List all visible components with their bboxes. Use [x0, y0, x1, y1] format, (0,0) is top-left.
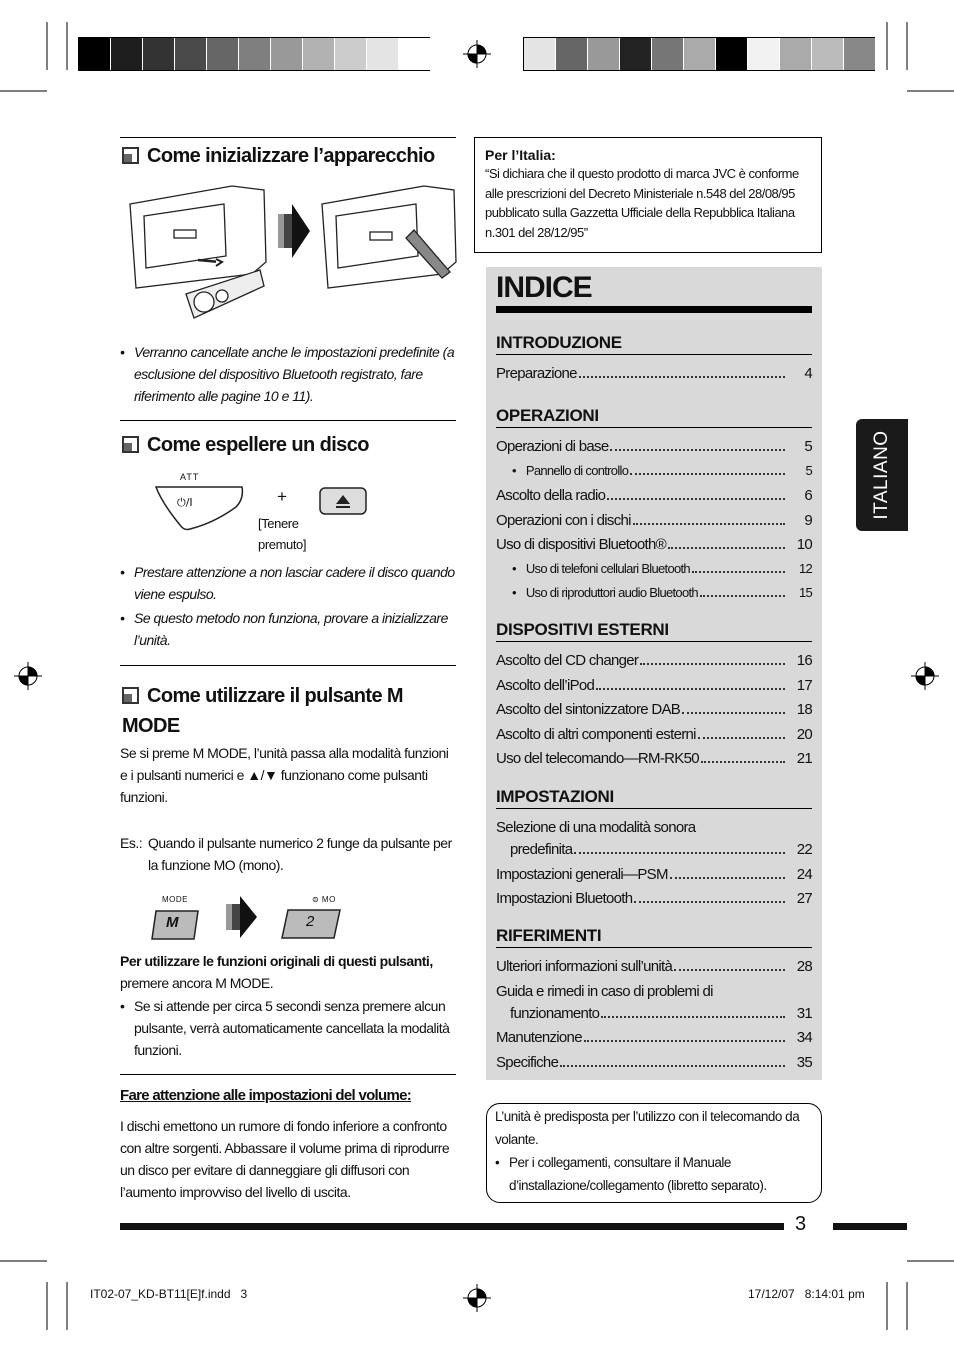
- heading-initialize: Come inizializzare l’apparecchio: [122, 145, 435, 168]
- mode-key-label: M: [166, 914, 179, 931]
- volume-heading: Fare attenzione alle impostazioni del volume:: [120, 1087, 412, 1104]
- page-number: 3: [795, 1213, 807, 1235]
- italia-box-text: “Si dichiara che il questo prodotto di marca JVC è conforme alle prescrizioni del Decreto Ministeriale n.548 del 28/08/95 pubblicato sulla Gazzetta Ufficiale della Repubblica Italiana n.301 del 28/12/95”: [485, 166, 799, 240]
- page-bar-left: [120, 1223, 784, 1230]
- reset-note: • Verranno cancellate anche le impostazioni predefinite (a esclusione del dispositivo Bluetooth registrato, fare riferimento alle pagine 10 e 11).: [120, 341, 456, 407]
- italia-box: [474, 137, 822, 253]
- toc-entry[interactable]: Ascolto della radio 6: [496, 487, 812, 504]
- steering-box: [486, 1103, 822, 1203]
- toc-title-bar: [496, 306, 812, 313]
- registration-target-right: [911, 662, 939, 690]
- example-text: Quando il pulsante numerico 2 funge da pulsante per la funzione MO (mono).: [148, 835, 452, 873]
- toc-title: INDICE: [496, 271, 592, 304]
- toc-entry[interactable]: Specifiche 35: [496, 1053, 812, 1071]
- arrow-right-icon: [224, 892, 260, 942]
- eject-button[interactable]: [318, 486, 368, 516]
- toc-entry[interactable]: Ascolto del sintonizzatore DAB 18: [496, 701, 812, 718]
- toc-entry[interactable]: Operazioni con i dischi 9: [496, 511, 812, 529]
- heading-mmode: Come utilizzare il pulsante M MODE: [122, 685, 403, 737]
- toc-entry[interactable]: Uso del telecomando—RM-RK50 21: [496, 750, 812, 767]
- num-key-label: 2: [306, 913, 315, 930]
- toc-section-heading: INTRODUZIONE: [496, 333, 812, 355]
- mo-label: ⊜ MO: [312, 895, 336, 904]
- toc-entry[interactable]: Impostazioni generali—PSM 24: [496, 865, 812, 883]
- section-rule: [120, 137, 456, 138]
- power-att-button[interactable]: [154, 483, 246, 533]
- section-rule: [120, 1074, 456, 1075]
- toc-entry[interactable]: predefinita 22: [510, 841, 812, 858]
- volume-text: I dischi emettono un rumore di fondo inferiore a confronto con altre sorgenti. Abbassare il volume prima di riprodurre un disco per evitare di danneggiare gli diffusori con l’aumento improvviso del livello di uscita.: [120, 1118, 450, 1200]
- section-rule: [120, 420, 456, 421]
- toc-entry[interactable]: • Uso di telefoni cellulari Bluetooth 12: [496, 561, 812, 583]
- language-tab-label: ITALIANO: [871, 430, 892, 520]
- toc-entry[interactable]: Operazioni di base 5: [496, 438, 812, 455]
- page-bar-right: [833, 1223, 907, 1230]
- heading-eject: Come espellere un disco: [122, 434, 369, 457]
- section-square-icon: [122, 436, 139, 453]
- toc-entry-line: Selezione di una modalità sonora: [496, 819, 696, 836]
- toc-section-heading: DISPOSITIVI ESTERNI: [496, 620, 812, 642]
- toc-entry[interactable]: • Uso di riproduttori audio Bluetooth 15: [496, 585, 812, 607]
- toc-entry[interactable]: Ascolto dell’iPod 17: [496, 676, 812, 694]
- hold-label: [Tenere premuto]: [258, 516, 307, 552]
- att-label: ATT: [180, 472, 200, 482]
- footer-file: IT02-07_KD-BT11[E]f.indd 3: [90, 1287, 248, 1301]
- mode-label: MODE: [162, 895, 188, 904]
- registration-target-left: [14, 662, 42, 690]
- steering-note: • Per i collegamenti, consultare il Manuale d’installazione/collegamento (libretto separato).: [495, 1151, 813, 1197]
- toc-section-heading: RIFERIMENTI: [496, 926, 812, 948]
- example-label: Es.:: [120, 835, 143, 851]
- section-square-icon: [122, 687, 139, 704]
- arrow-right-icon: [278, 204, 310, 258]
- reset-illustration: [124, 182, 460, 332]
- toc-entry[interactable]: Ulteriori informazioni sull’unità 28: [496, 958, 812, 975]
- toc-entry[interactable]: funzionamento 31: [510, 1004, 812, 1022]
- toc-entry[interactable]: Ascolto del CD changer 16: [496, 652, 812, 669]
- toc-entry[interactable]: • Pannello di controllo 5: [496, 463, 812, 485]
- toc-box: [486, 267, 822, 1080]
- toc-entry[interactable]: Impostazioni Bluetooth 27: [496, 890, 812, 907]
- registration-target-bottom: [463, 1284, 491, 1312]
- section-square-icon: [122, 147, 139, 164]
- language-tab: [856, 419, 908, 531]
- eject-notes: • Prestare attenzione a non lasciar cadere il disco quando viene espulso. • Se questo metodo non funziona, provare a inizializzare l’unità.: [120, 561, 456, 651]
- toc-section-heading: OPERAZIONI: [496, 406, 812, 428]
- section-rule: [120, 665, 456, 666]
- toc-entry-line: Guida e rimedi in caso di problemi di: [496, 982, 713, 1000]
- plus-sign: +: [277, 487, 287, 506]
- italia-box-title: Per l’Italia:: [485, 147, 556, 163]
- mmode-intro: Se si preme M MODE, l’unità passa alla modalità funzioni e i pulsanti numerici e ▲/▼ funzionano come pulsanti funzioni.: [120, 745, 449, 805]
- steering-text: L’unità è predisposta per l’utilizzo con il telecomando da volante.: [495, 1109, 800, 1147]
- toc-section-heading: IMPOSTAZIONI: [496, 787, 812, 809]
- restore-text: Per utilizzare le funzioni originali di questi pulsanti, premere ancora M MODE.: [120, 953, 433, 991]
- toc-entry[interactable]: Ascolto di altri componenti esterni 20: [496, 725, 812, 743]
- power-icon: ⏻/I: [177, 496, 193, 509]
- toc-entry[interactable]: Preparazione 4: [496, 365, 812, 382]
- toc-entry[interactable]: Manutenzione 34: [496, 1029, 812, 1046]
- registration-target-top: [463, 40, 491, 68]
- restore-note: • Se si attende per circa 5 secondi senza premere alcun pulsante, verrà automaticamente cancellata la modalità funzioni.: [120, 995, 456, 1061]
- footer-datetime: 17/12/07 8:14:01 pm: [748, 1287, 865, 1301]
- toc-entry[interactable]: Uso di dispositivi Bluetooth® 10: [496, 536, 812, 553]
